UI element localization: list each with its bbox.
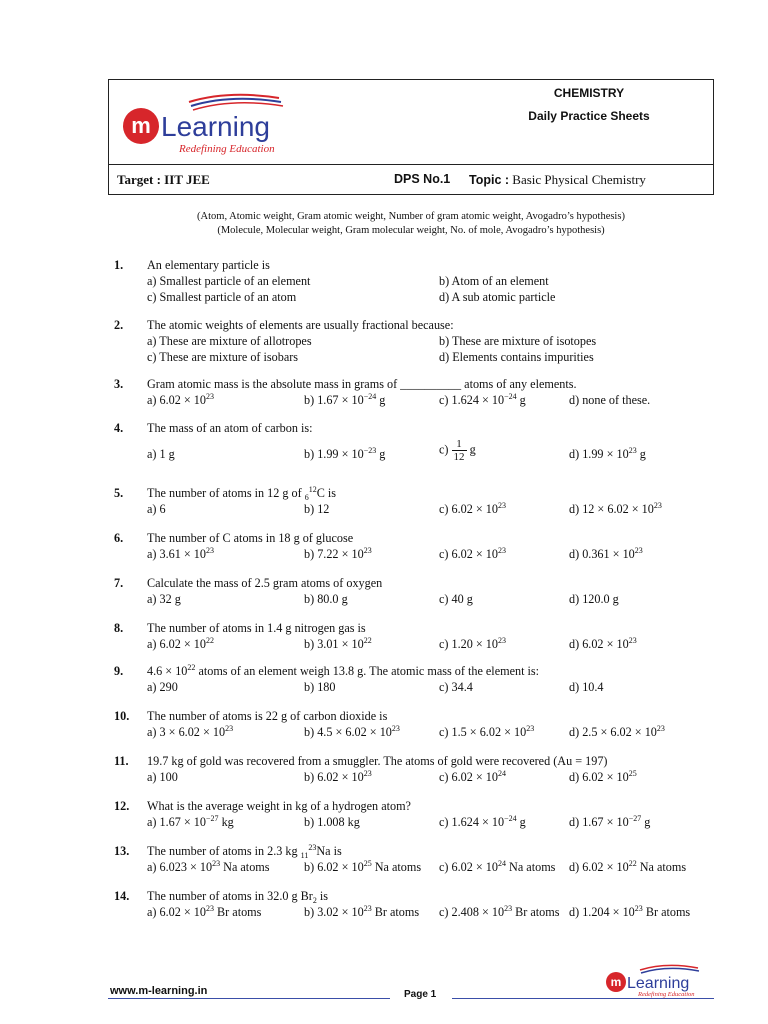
footer-url[interactable]: www.m-learning.in bbox=[110, 985, 208, 997]
question-stem: The number of atoms is 22 g of carbon dioxide is bbox=[147, 709, 388, 723]
option-c[interactable]: c) These are mixture of isobars bbox=[147, 350, 299, 364]
option-c[interactable]: c) Smallest particle of an atom bbox=[147, 290, 297, 304]
option-c[interactable]: c) 34.4 bbox=[439, 680, 473, 694]
fraction: $\frac{1}{12}$ bbox=[453, 438, 465, 463]
question-stem: What is the average weight in kg of a hydrogen atom? bbox=[147, 799, 411, 813]
footer-line-left bbox=[108, 998, 390, 999]
option-a[interactable]: a) $1.67 \times 10^{-27}$ kg bbox=[147, 814, 234, 829]
question-stem: An elementary particle is bbox=[147, 258, 270, 272]
option-b[interactable]: b) $6.02 \times 10^{25}$ Na atoms bbox=[304, 859, 422, 874]
m-learning-logo bbox=[119, 88, 319, 158]
option-d[interactable]: d) $0.361 \times 10^{23}$ bbox=[569, 546, 643, 561]
question-number: 7. bbox=[114, 576, 124, 590]
question-stem: The number of atoms in 2.3 kg $_{11}^{23}$Na is bbox=[147, 843, 342, 860]
option-b[interactable]: b) $3.02 \times 10^{23}$ Br atoms bbox=[304, 904, 420, 919]
option-b[interactable]: b) $1.99 \times 10^{-23}$ g bbox=[304, 446, 386, 461]
option-b[interactable]: b) $6.02 \times 10^{23}$ bbox=[304, 769, 372, 784]
option-c[interactable]: c) $1.624 \times 10^{-24}$ g bbox=[439, 392, 526, 407]
option-c[interactable]: c) $6.02 \times 10^{24}$ Na atoms bbox=[439, 859, 556, 874]
subtopic-line-2: (Molecule, Molecular weight, Gram molecular weight, No. of mole, Avogadro’s hypothesis) bbox=[217, 225, 605, 236]
option-d[interactable]: d) 120.0 g bbox=[569, 592, 619, 606]
footer-logo-text: Learning bbox=[627, 975, 690, 992]
question-stem: The atomic weights of elements are usually fractional because: bbox=[147, 318, 454, 332]
option-d[interactable]: d) none of these. bbox=[569, 393, 651, 407]
option-d[interactable]: d) $1.67 \times 10^{-27}$ g bbox=[569, 814, 651, 829]
question-8 bbox=[114, 620, 714, 654]
option-c[interactable]: c) $2.408 \times 10^{23}$ Br atoms bbox=[439, 904, 560, 919]
question-number: 1. bbox=[114, 258, 124, 272]
question-7 bbox=[114, 575, 714, 609]
question-stem: The number of atoms in 32.0 g $Br_2$ is bbox=[147, 889, 329, 905]
target: Target : IIT JEE bbox=[117, 172, 210, 187]
question-13 bbox=[114, 843, 714, 877]
option-d[interactable]: d) Elements contains impurities bbox=[439, 350, 594, 364]
logo-text: Learning bbox=[161, 111, 270, 142]
footer-logo bbox=[604, 962, 714, 998]
question-10 bbox=[114, 708, 714, 742]
option-c[interactable]: c) $6.02 \times 10^{23}$ bbox=[439, 546, 506, 561]
dps-number: DPS No.1 bbox=[394, 172, 451, 186]
question-6 bbox=[114, 530, 714, 564]
option-a[interactable]: a) $6.02 \times 10^{22}$ bbox=[147, 636, 214, 651]
question-2 bbox=[114, 317, 714, 364]
question-number: 4. bbox=[114, 421, 124, 435]
question-4 bbox=[114, 420, 714, 463]
question-12 bbox=[114, 798, 714, 832]
question-number: 5. bbox=[114, 486, 124, 500]
question-number: 14. bbox=[114, 889, 130, 903]
option-b[interactable]: b) $3.01 \times 10^{22}$ bbox=[304, 636, 372, 651]
question-number: 9. bbox=[114, 664, 124, 678]
option-d[interactable]: d) $6.02 \times 10^{23}$ bbox=[569, 636, 637, 651]
subject: CHEMISTRY bbox=[553, 86, 625, 100]
question-14 bbox=[114, 888, 714, 922]
option-c[interactable]: c) $6.02 \times 10^{23}$ bbox=[439, 501, 506, 516]
question-number: 6. bbox=[114, 531, 124, 545]
question-stem: The mass of an atom of carbon is: bbox=[147, 421, 313, 435]
question-stem: The number of C atoms in 18 g of glucose bbox=[147, 531, 354, 545]
question-stem: $4.6 \times 10^{22}$ atoms of an element weigh 13.8 g. The atomic mass of the element is: bbox=[147, 663, 540, 678]
option-b[interactable]: b) $4.5 \times 6.02 \times 10^{23}$ bbox=[304, 724, 400, 739]
option-a[interactable]: a) $6.02 \times 10^{23}$ Br atoms bbox=[147, 904, 262, 919]
question-number: 3. bbox=[114, 377, 124, 391]
page-number: Page 1 bbox=[404, 989, 437, 1000]
question-1 bbox=[114, 257, 714, 304]
option-d[interactable]: d) $6.02 \times 10^{25}$ bbox=[569, 769, 637, 784]
option-c[interactable]: c) $1.20 \times 10^{23}$ bbox=[439, 636, 506, 651]
footer-line-right bbox=[452, 998, 714, 999]
option-a[interactable]: a) 6 bbox=[147, 502, 166, 516]
option-c[interactable]: c) 40 g bbox=[439, 592, 473, 606]
header-info-row bbox=[109, 165, 713, 195]
sheet-title: Daily Practice Sheets bbox=[528, 109, 650, 123]
option-b[interactable]: b) $7.22 \times 10^{23}$ bbox=[304, 546, 372, 561]
question-stem: 19.7 kg of gold was recovered from a smuggler. The atoms of gold were recovered (Au = 197) bbox=[147, 754, 608, 768]
header-box bbox=[108, 79, 714, 195]
option-a[interactable]: a) $6.02 \times 10^{23}$ bbox=[147, 392, 214, 407]
header-title-block bbox=[489, 86, 689, 123]
option-c[interactable]: c) $1.624 \times 10^{-24}$ g bbox=[439, 814, 526, 829]
question-number: 13. bbox=[114, 844, 130, 858]
question-number: 12. bbox=[114, 799, 130, 813]
option-a[interactable]: a) Smallest particle of an element bbox=[147, 274, 311, 288]
option-a[interactable]: a) These are mixture of allotropes bbox=[147, 334, 312, 348]
option-d[interactable]: d) $1.204 \times 10^{23}$ Br atoms bbox=[569, 904, 691, 919]
option-c[interactable]: c) $\frac{1}{12}$ g bbox=[439, 438, 476, 463]
option-c[interactable]: c) $1.5 \times 6.02 \times 10^{23}$ bbox=[439, 724, 535, 739]
option-b[interactable]: b) $1.67 \times 10^{-24}$ g bbox=[304, 392, 386, 407]
option-d[interactable]: d) $6.02 \times 10^{22}$ Na atoms bbox=[569, 859, 687, 874]
question-11 bbox=[114, 753, 714, 787]
question-number: 8. bbox=[114, 621, 124, 635]
question-5 bbox=[114, 485, 714, 519]
logo-tagline: Redefining Education bbox=[179, 143, 275, 155]
option-d[interactable]: d) $12 \times 6.02 \times 10^{23}$ bbox=[569, 501, 662, 516]
option-b[interactable]: b) Atom of an element bbox=[439, 274, 549, 288]
question-stem: The number of atoms in 12 g of $_6^{12}$C is bbox=[147, 485, 337, 502]
topic bbox=[469, 172, 646, 188]
footer-logo-m: m bbox=[610, 975, 622, 989]
footer-logo-tagline: Redefining Education bbox=[638, 991, 695, 998]
option-b[interactable]: b) 180 bbox=[304, 680, 336, 694]
option-d[interactable]: d) $2.5 \times 6.02 \times 10^{23}$ bbox=[569, 724, 665, 739]
option-a[interactable]: a) 290 bbox=[147, 680, 178, 694]
question-9 bbox=[114, 663, 714, 697]
question-stem: Gram atomic mass is the absolute mass in grams of __________ atoms of any elements. bbox=[147, 377, 577, 391]
option-a[interactable]: a) 32 g bbox=[147, 592, 181, 606]
option-d[interactable]: d) 10.4 bbox=[569, 680, 604, 694]
topic-value: Basic Physical Chemistry bbox=[512, 172, 646, 187]
option-a[interactable]: a) 1 g bbox=[147, 447, 175, 461]
subtopic-line-1: (Atom, Atomic weight, Gram atomic weight, Number of gram atomic weight, Avogadro’s hypothesis) bbox=[197, 211, 625, 222]
option-c[interactable]: c) $6.02 \times 10^{24}$ bbox=[439, 769, 506, 784]
question-number: 10. bbox=[114, 709, 130, 723]
logo-m: m bbox=[131, 113, 151, 138]
question-3 bbox=[114, 376, 714, 410]
question-stem: Calculate the mass of 2.5 gram atoms of oxygen bbox=[147, 576, 383, 590]
option-a[interactable]: a) $3.61 \times 10^{23}$ bbox=[147, 546, 214, 561]
question-number: 2. bbox=[114, 318, 124, 332]
option-a[interactable]: a) $3 \times 6.02 \times 10^{23}$ bbox=[147, 724, 234, 739]
option-b[interactable]: b) 12 bbox=[304, 502, 330, 516]
topic-label: Topic : bbox=[469, 173, 510, 187]
option-b[interactable]: b) These are mixture of isotopes bbox=[439, 334, 597, 348]
option-a[interactable]: a) 100 bbox=[147, 770, 178, 784]
option-b[interactable]: b) 1.008 kg bbox=[304, 815, 360, 829]
option-a[interactable]: a) $6.023 \times 10^{23}$ Na atoms bbox=[147, 859, 270, 874]
option-d[interactable]: d) A sub atomic particle bbox=[439, 290, 556, 304]
option-d[interactable]: d) $1.99 \times 10^{23}$ g bbox=[569, 446, 646, 461]
question-number: 11. bbox=[114, 754, 129, 768]
question-stem: The number of atoms in 1.4 g nitrogen gas is bbox=[147, 621, 366, 635]
option-b[interactable]: b) 80.0 g bbox=[304, 592, 348, 606]
